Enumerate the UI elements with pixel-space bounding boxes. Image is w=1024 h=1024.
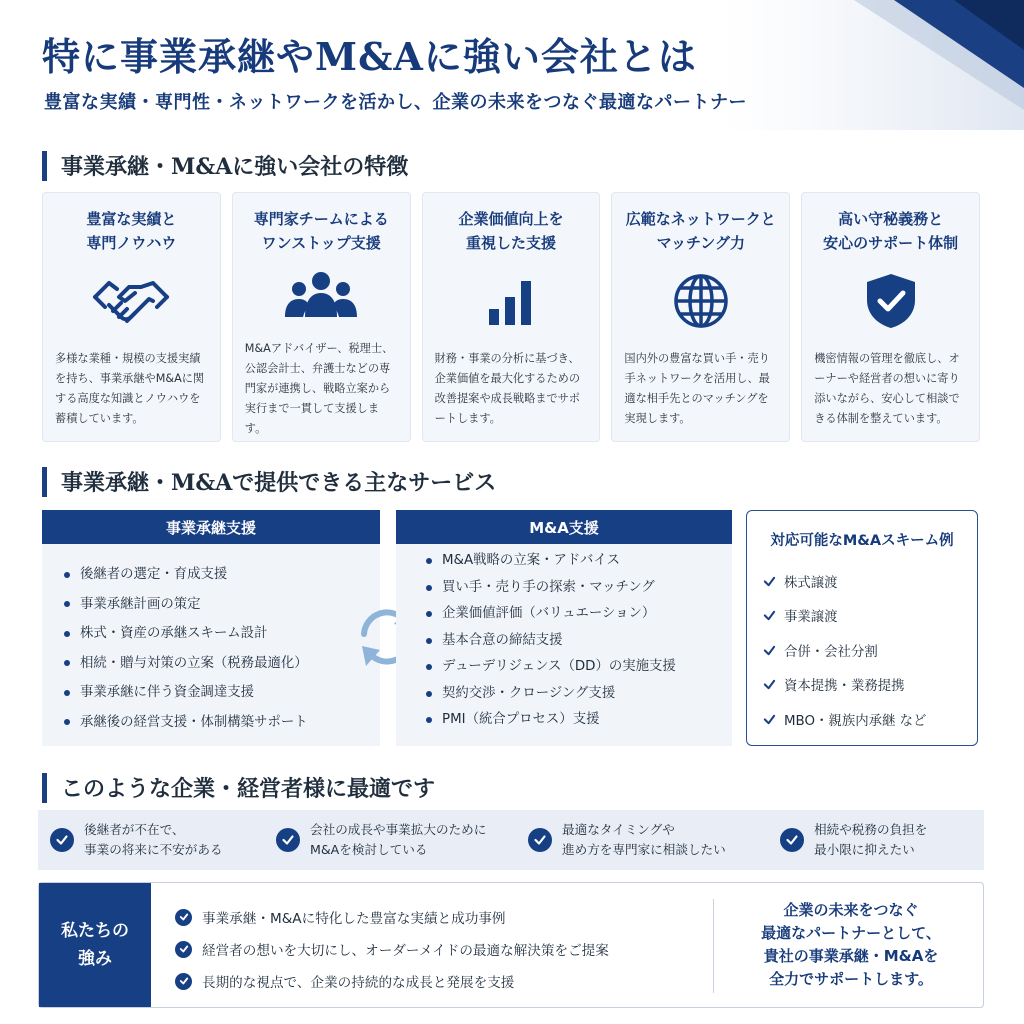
feature-card xyxy=(232,192,411,442)
fit-item xyxy=(276,820,486,860)
fit-heading xyxy=(42,772,435,803)
check-circle-icon xyxy=(175,909,192,926)
features-heading xyxy=(42,150,408,181)
succession-service-panel xyxy=(42,510,380,746)
services-heading xyxy=(42,466,496,497)
check-circle-icon xyxy=(175,973,192,990)
list-item: 企業価値評価（バリュエーション） xyxy=(404,601,732,628)
fit-heading-text: このような企業・経営者様に最適です xyxy=(61,776,436,802)
feature-cards xyxy=(42,192,980,442)
ma-service-list xyxy=(396,544,732,734)
fit-band xyxy=(38,810,984,870)
list-item xyxy=(763,599,977,634)
fit-text: 会社の成長や事業拡大のために M&Aを検討している xyxy=(310,822,487,857)
strength-text: 長期的な視点で、企業の持続的な成長と発展を支援 xyxy=(202,975,515,991)
list-item xyxy=(175,933,609,965)
list-item xyxy=(175,965,609,997)
scheme-label: 合併・会社分割 xyxy=(784,644,878,660)
ma-scheme-title: 対応可能なM&Aスキーム例 xyxy=(770,533,954,549)
feature-card-text: 財務・事業の分析に基づき、企業価値を最大化するための改善提案や成長戦略までサポートします。 xyxy=(434,352,581,425)
list-item: 事業承継計画の策定 xyxy=(42,590,380,620)
handshake-icon xyxy=(91,267,171,335)
check-circle-icon xyxy=(175,941,192,958)
succession-service-list xyxy=(42,544,380,737)
strength-text: 事業承継・M&Aに特化した豊富な実績と成功事例 xyxy=(202,911,506,927)
shield-check-icon xyxy=(851,267,931,335)
check-circle-icon xyxy=(276,828,300,852)
fit-item xyxy=(528,820,726,860)
bar-chart-icon xyxy=(471,267,551,335)
succession-service-title: 事業承継支援 xyxy=(42,510,380,544)
feature-card xyxy=(42,192,221,442)
list-item: 後継者の選定・育成支援 xyxy=(42,560,380,590)
team-icon xyxy=(281,265,361,325)
list-item: PMI（統合プロセス）支援 xyxy=(404,707,732,734)
list-item: 株式・資産の承継スキーム設計 xyxy=(42,619,380,649)
list-item: 相続・贈与対策の立案（税務最適化） xyxy=(42,649,380,679)
feature-card-text: 国内外の豊富な買い手・売り手ネットワークを活用し、最適な相手先とのマッチングを実現します。 xyxy=(624,352,770,425)
corner-decoration xyxy=(724,0,1024,130)
fit-text: 後継者が不在で、 事業の将来に不安がある xyxy=(84,822,223,857)
strengths-panel xyxy=(38,882,984,1008)
check-icon xyxy=(763,713,776,726)
feature-card-text: 機密情報の管理を徹底し、オーナーや経営者の想いに寄り添いながら、安心して相談できる体制を整えています。 xyxy=(814,352,960,425)
check-circle-icon xyxy=(50,828,74,852)
scheme-label: 株式譲渡 xyxy=(784,575,838,591)
list-item: デューデリジェンス（DD）の実施支援 xyxy=(404,654,732,681)
feature-card-title: 企業価値向上を 重視した支援 xyxy=(458,210,564,252)
feature-card xyxy=(801,192,980,442)
divider xyxy=(713,899,714,993)
fit-item xyxy=(780,820,927,860)
heading-bar xyxy=(42,151,47,181)
feature-card-title: 専門家チームによる ワンストップ支援 xyxy=(253,210,389,252)
ma-service-title: M&A支援 xyxy=(396,510,732,544)
globe-icon xyxy=(661,267,741,335)
list-item xyxy=(763,633,977,668)
ma-scheme-panel xyxy=(746,510,978,746)
services-heading-text: 事業承継・M&Aで提供できる主なサービス xyxy=(61,470,497,496)
strengths-label: 私たちの 強み xyxy=(39,883,151,1007)
page-subtitle: 豊富な実績・専門性・ネットワークを活かし、企業の未来をつなぐ最適なパートナー xyxy=(44,92,747,113)
list-item xyxy=(763,564,977,599)
feature-card xyxy=(422,192,601,442)
strength-text: 経営者の想いを大切にし、オーダーメイドの最適な解決策をご提案 xyxy=(202,943,609,959)
closing-message: 企業の未来をつなぐ 最適なパートナーとして、 貴社の事業承継・M&Aを 全力でサポートします。 xyxy=(761,901,941,988)
heading-bar xyxy=(42,773,47,803)
scheme-label: MBO・親族内承継 など xyxy=(784,713,927,729)
list-item: 承継後の経営支援・体制構築サポート xyxy=(42,708,380,738)
fit-text: 最適なタイミングや 進め方を専門家に相談したい xyxy=(562,822,726,857)
list-item: M&A戦略の立案・アドバイス xyxy=(404,548,732,575)
scheme-label: 資本提携・業務提携 xyxy=(784,679,905,695)
strengths-list xyxy=(175,901,609,997)
list-item xyxy=(763,668,977,703)
feature-card xyxy=(611,192,790,442)
heading-bar xyxy=(42,467,47,497)
list-item: 基本合意の締結支援 xyxy=(404,628,732,655)
check-icon xyxy=(763,575,776,588)
fit-text: 相続や税務の負担を 最小限に抑えたい xyxy=(814,822,928,857)
feature-card-title: 高い守秘義務と 安心のサポート体制 xyxy=(823,210,959,252)
list-item: 事業承継に伴う資金調達支援 xyxy=(42,678,380,708)
features-heading-text: 事業承継・M&Aに強い会社の特徴 xyxy=(61,154,409,180)
check-circle-icon xyxy=(780,828,804,852)
fit-item xyxy=(50,820,223,860)
ma-scheme-list xyxy=(747,564,977,737)
list-item: 買い手・売り手の探索・マッチング xyxy=(404,575,732,602)
list-item xyxy=(175,901,609,933)
feature-card-text: 多様な業種・規模の支援実績を持ち、事業承継やM&Aに関する高度な知識とノウハウを蓄積しています。 xyxy=(55,352,205,425)
scheme-label: 事業譲渡 xyxy=(784,610,838,626)
feature-card-text: M&Aアドバイザー、税理士、公認会計士、弁護士などの専門家が連携し、戦略立案から実行まで一貫して支援します。 xyxy=(244,342,394,435)
page-title: 特に事業承継やM&Aに強い会社とは xyxy=(42,34,697,79)
feature-card-title: 広範なネットワークと マッチング力 xyxy=(625,210,776,252)
list-item xyxy=(763,702,977,737)
check-icon xyxy=(763,678,776,691)
ma-service-panel xyxy=(396,510,732,746)
check-icon xyxy=(763,609,776,622)
feature-card-title: 豊富な実績と 専門ノウハウ xyxy=(86,210,177,252)
list-item: 契約交渉・クロージング支援 xyxy=(404,681,732,708)
check-circle-icon xyxy=(528,828,552,852)
check-icon xyxy=(763,644,776,657)
